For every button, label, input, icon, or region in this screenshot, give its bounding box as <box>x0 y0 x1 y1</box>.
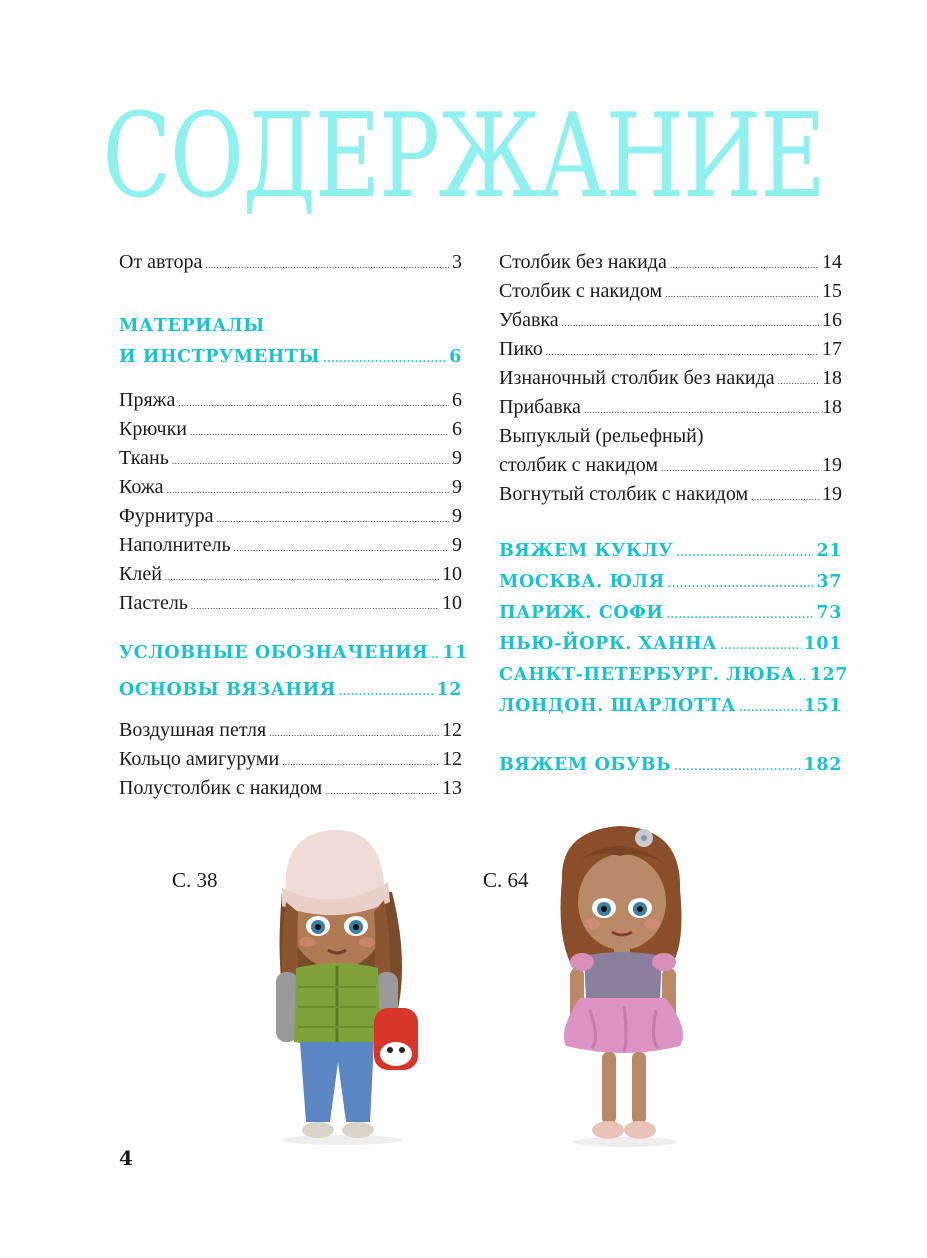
toc-entry-label: столбик с накидом <box>499 454 658 476</box>
chapter-page: 101 <box>803 634 842 654</box>
section-page: 11 <box>442 643 468 663</box>
toc-entry-label: Столбик без накида <box>499 251 667 273</box>
toc-entry[interactable] <box>499 277 842 306</box>
dot-leader <box>799 662 807 693</box>
toc-entry-label: Изнаночный столбик без накида <box>499 367 775 389</box>
toc-entry-page: 18 <box>822 396 842 418</box>
toc-entry-label: Фурнитура <box>119 505 214 527</box>
toc-entry-page: 12 <box>442 748 462 770</box>
chapter-label: ВЯЖЕМ КУКЛУ <box>499 541 674 561</box>
dot-leader <box>191 592 439 621</box>
toc-entry-label: Наполнитель <box>119 534 231 556</box>
toc-entry-label: Воздушная петля <box>119 719 267 741</box>
chapter-entry[interactable] <box>499 629 842 660</box>
toc-entry-page: 18 <box>822 367 842 389</box>
chapter-entry[interactable] <box>499 567 842 598</box>
doll-paris-illustration <box>540 820 710 1150</box>
chapter-entry[interactable] <box>499 691 842 722</box>
dot-leader <box>661 454 819 483</box>
toc-entry[interactable] <box>119 716 462 745</box>
toc-entry[interactable] <box>499 364 842 393</box>
toc-entry-label: Столбик с накидом <box>499 280 663 302</box>
section-entry[interactable] <box>119 342 462 373</box>
toc-entry-line: Выпуклый (рельефный) <box>499 425 704 447</box>
dot-leader <box>751 483 819 512</box>
toc-entry-page: 13 <box>442 777 462 799</box>
toc-entry-label: Убавка <box>499 309 559 331</box>
dot-leader <box>665 280 819 309</box>
chapter-label: ПАРИЖ. СОФИ <box>499 603 664 623</box>
toc-entry[interactable] <box>499 248 842 277</box>
section-label: ОСНОВЫ ВЯЗАНИЯ <box>119 680 336 700</box>
dot-leader <box>217 505 449 534</box>
chapter-page: 73 <box>816 603 842 623</box>
chapter-entry[interactable] <box>499 598 842 629</box>
toc-entry-page: 10 <box>442 563 462 585</box>
chapter-entry[interactable] <box>499 750 842 781</box>
chapter-label: ВЯЖЕМ ОБУВЬ <box>499 755 672 775</box>
section-label: УСЛОВНЫЕ ОБОЗНАЧЕНИЯ <box>119 643 429 663</box>
section-heading: МАТЕРИАЛЫ <box>119 316 265 336</box>
toc-entry-label: Прибавка <box>499 396 581 418</box>
dot-leader <box>190 418 449 447</box>
chapter-label: САНКТ-ПЕТЕРБУРГ. ЛЮБА <box>499 665 796 685</box>
dot-leader <box>282 748 439 777</box>
toc-entry-label: Ткань <box>119 447 169 469</box>
dot-leader <box>562 309 819 338</box>
toc-entry-page: 10 <box>442 592 462 614</box>
chapter-page: 151 <box>803 696 842 716</box>
dot-leader <box>269 719 439 748</box>
toc-entry[interactable] <box>119 248 462 277</box>
toc-entry[interactable] <box>119 444 462 473</box>
dot-leader <box>674 752 800 783</box>
section-entry[interactable] <box>119 675 462 706</box>
dot-leader <box>720 631 801 662</box>
dot-leader <box>431 640 439 671</box>
chapter-page: 37 <box>816 572 842 592</box>
section-entry[interactable] <box>119 638 468 669</box>
chapter-entry[interactable] <box>499 536 842 567</box>
toc-entry-label: Пико <box>499 338 543 360</box>
dot-leader <box>778 367 819 396</box>
dot-leader <box>172 447 449 476</box>
chapter-page: 182 <box>803 755 842 775</box>
toc-right-column <box>499 248 849 781</box>
toc-entry[interactable] <box>499 335 842 364</box>
toc-entry-page: 9 <box>452 476 462 498</box>
dot-leader <box>178 389 449 418</box>
section-label: И ИНСТРУМЕНТЫ <box>119 347 321 367</box>
doll-moscow-illustration <box>252 822 442 1148</box>
toc-entry[interactable] <box>499 451 842 480</box>
toc-entry[interactable] <box>119 502 462 531</box>
toc-entry-label: Пряжа <box>119 389 176 411</box>
toc-entry-page: 16 <box>822 309 842 331</box>
chapter-page: 127 <box>809 665 849 685</box>
section-page: 6 <box>449 347 462 367</box>
toc-entry-page: 14 <box>822 251 842 273</box>
page-number: 4 <box>119 1146 133 1170</box>
dot-leader <box>739 693 801 724</box>
toc-entry-page: 6 <box>452 418 462 440</box>
dot-leader <box>668 569 814 600</box>
toc-entry[interactable] <box>119 560 462 589</box>
toc-entry-page: 19 <box>822 454 842 476</box>
toc-entry[interactable] <box>499 393 842 422</box>
dot-leader <box>676 538 813 569</box>
toc-entry[interactable] <box>499 306 842 335</box>
toc-entry-page: 19 <box>822 483 842 505</box>
toc-entry-page: 9 <box>452 505 462 527</box>
toc-entry-label: Кожа <box>119 476 164 498</box>
chapter-page: 21 <box>816 541 842 561</box>
photo-caption-doll2: С. 64 <box>483 868 529 892</box>
dot-leader <box>165 563 439 592</box>
toc-entry-page: 9 <box>452 534 462 556</box>
chapter-label: ЛОНДОН. ШАРЛОТТА <box>499 696 736 716</box>
toc-entry-label: Вогнутый столбик с накидом <box>499 483 749 505</box>
toc-left-column <box>119 248 468 803</box>
dot-leader <box>339 677 434 708</box>
chapter-entry[interactable] <box>499 660 849 691</box>
dot-leader <box>546 338 819 367</box>
toc-entry[interactable] <box>119 531 462 560</box>
toc-entry-page: 3 <box>452 251 462 273</box>
toc-entry-label: Полустолбик с накидом <box>119 777 323 799</box>
dot-leader <box>167 476 449 505</box>
toc-entry-page: 15 <box>822 280 842 302</box>
section-page: 12 <box>436 680 462 700</box>
chapter-label: МОСКВА. ЮЛЯ <box>499 572 665 592</box>
toc-entry-page: 9 <box>452 447 462 469</box>
dot-leader <box>667 600 814 631</box>
toc-entry[interactable] <box>119 473 462 502</box>
toc-entry[interactable] <box>119 415 462 444</box>
toc-entry-page: 6 <box>452 389 462 411</box>
toc-entry[interactable] <box>499 480 842 509</box>
dot-leader <box>325 777 439 806</box>
page-title: СОДЕРЖАНИЕ <box>102 89 825 224</box>
toc-entry[interactable] <box>119 745 462 774</box>
toc-entry[interactable] <box>119 774 462 803</box>
chapter-label: НЬЮ-ЙОРК. ХАННА <box>499 634 717 654</box>
toc-entry-label: От автора <box>119 251 203 273</box>
toc-entry-label: Кольцо амигуруми <box>119 748 280 770</box>
dot-leader <box>234 534 449 563</box>
photo-caption-doll1: С. 38 <box>172 868 218 892</box>
dot-leader <box>323 344 446 375</box>
toc-entry[interactable] <box>119 386 462 415</box>
dot-leader <box>584 396 819 425</box>
dot-leader <box>670 251 819 280</box>
dot-leader <box>205 251 449 280</box>
toc-entry-page: 17 <box>822 338 842 360</box>
toc-entry-label: Крючки <box>119 418 187 440</box>
toc-entry-label: Пастель <box>119 592 188 614</box>
toc-entry[interactable] <box>119 589 462 618</box>
toc-entry-label: Клей <box>119 563 162 585</box>
toc-entry-page: 12 <box>442 719 462 741</box>
